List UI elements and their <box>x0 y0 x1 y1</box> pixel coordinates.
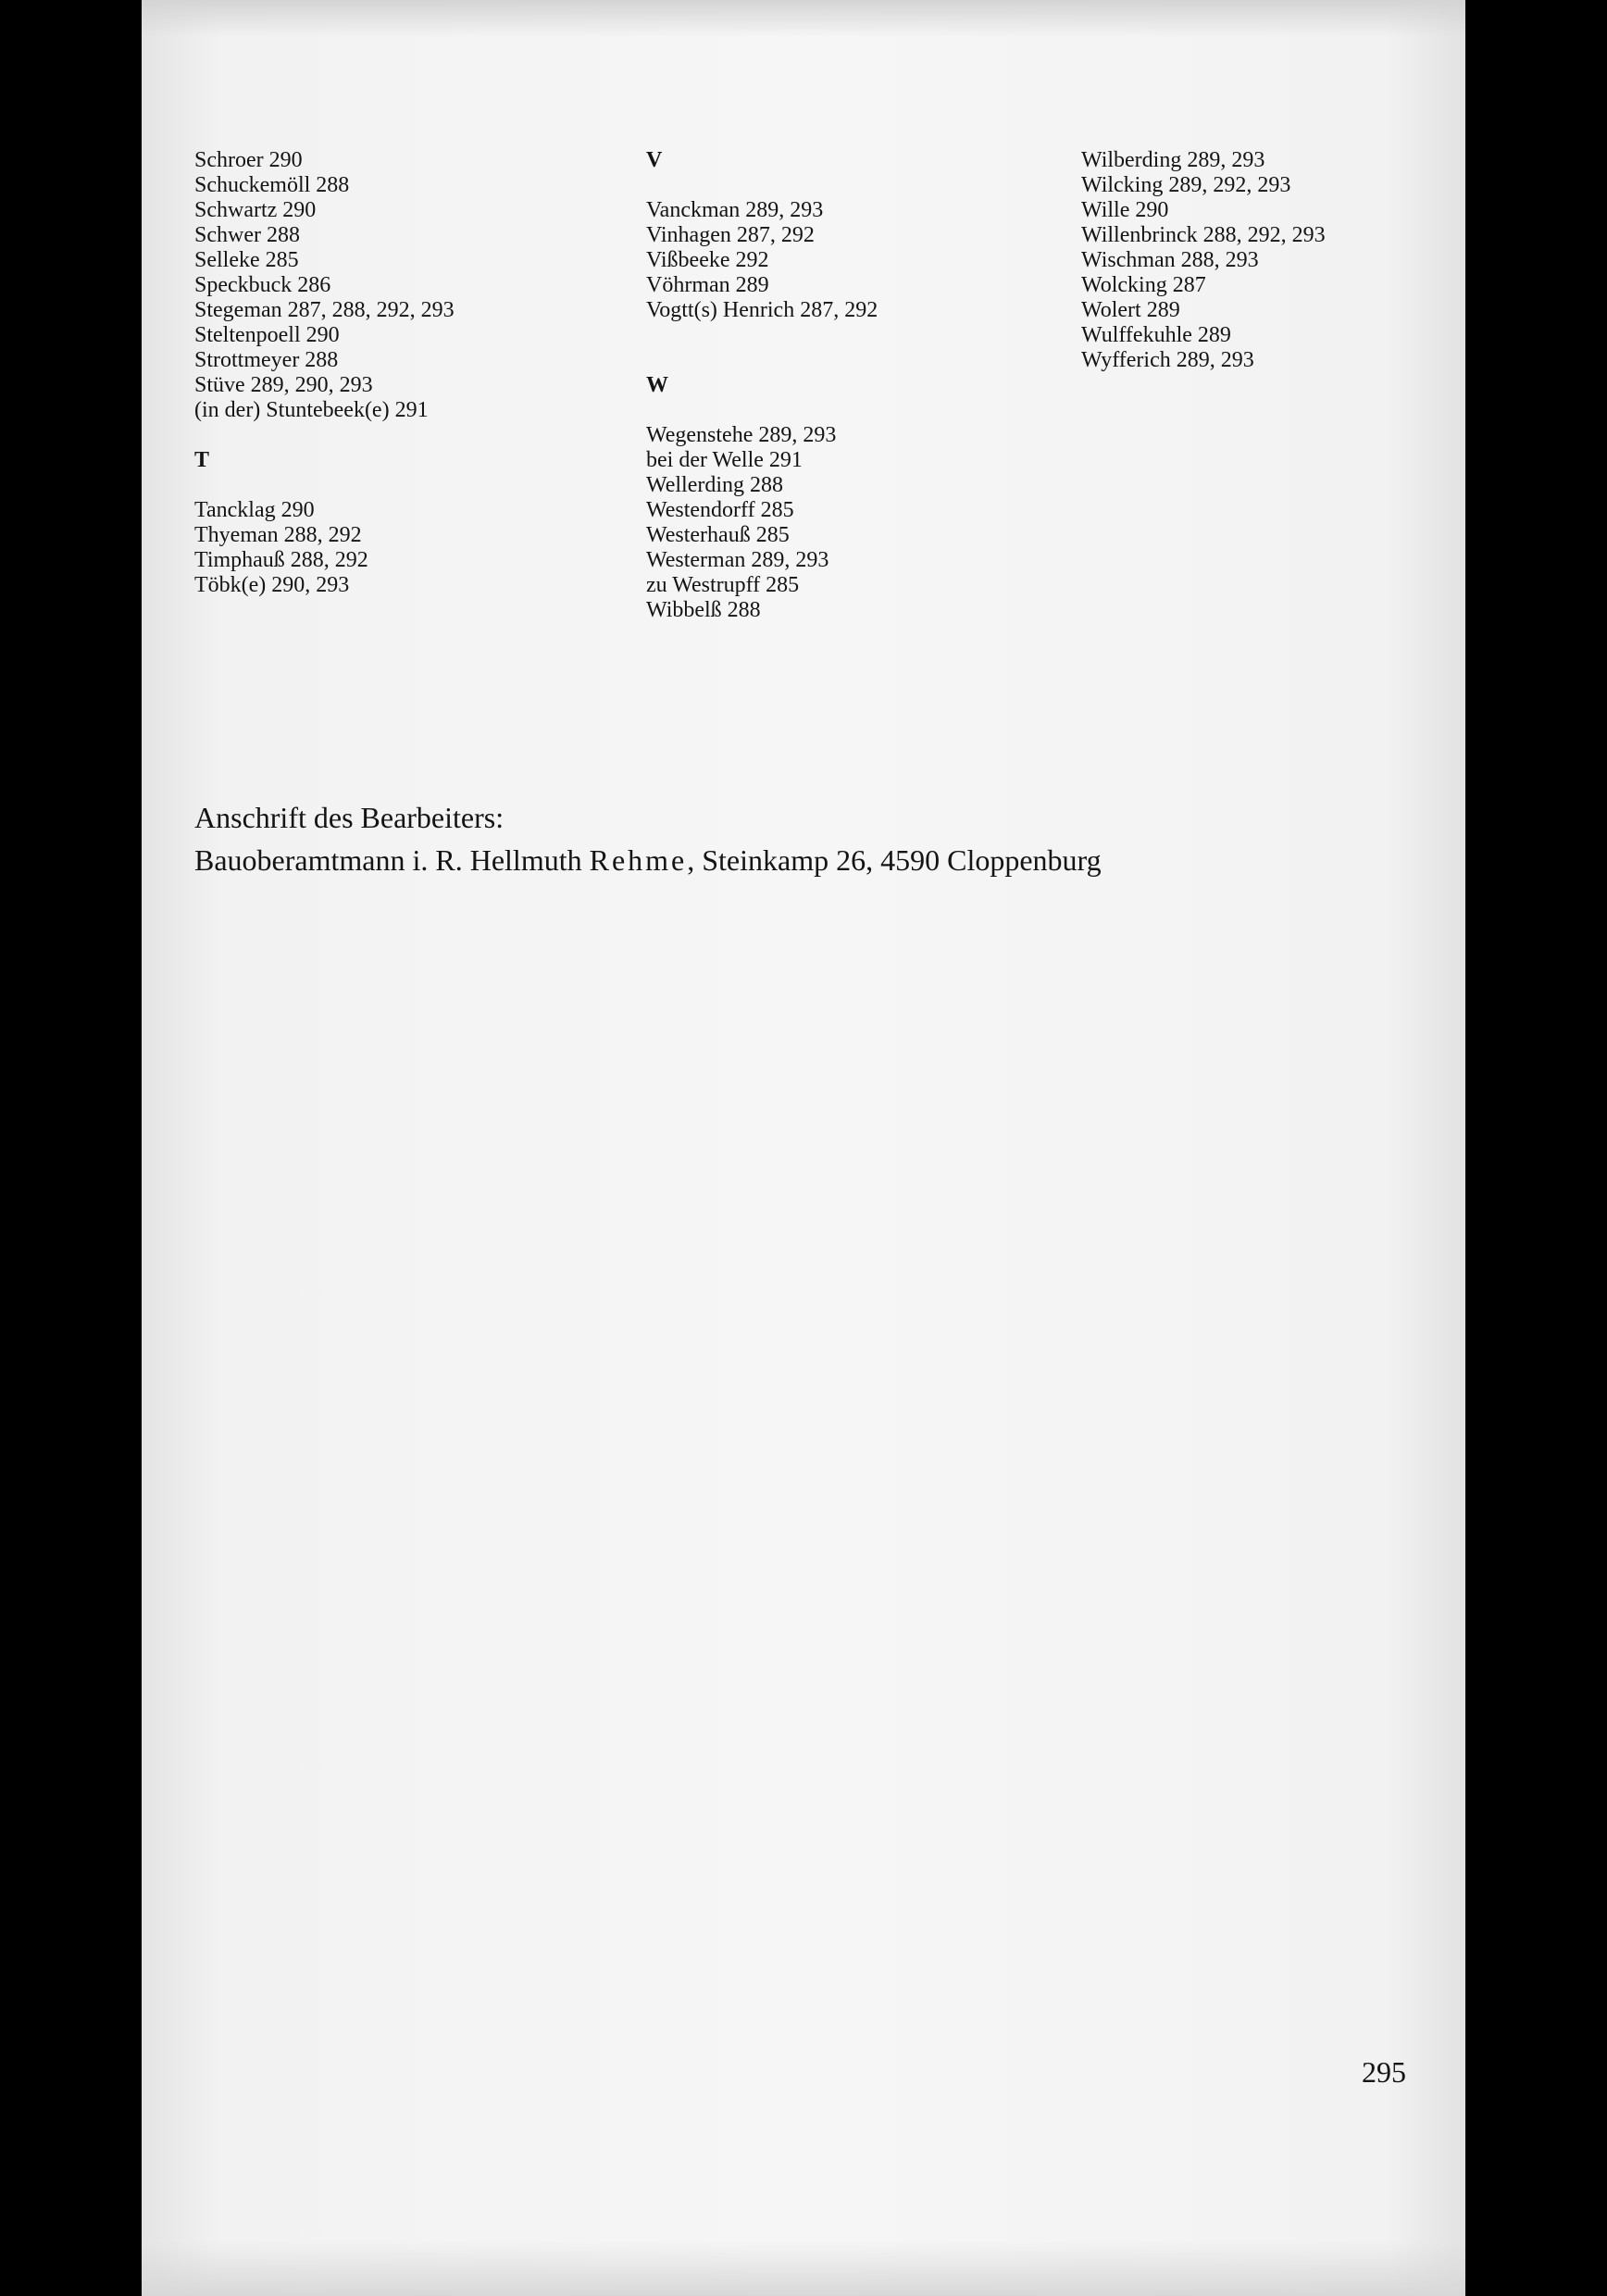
page-number: 295 <box>1362 2055 1406 2089</box>
index-entry: Schwer 288 <box>194 223 300 247</box>
index-entry: Schroer 290 <box>194 148 303 172</box>
index-entry: Wyfferich 289, 293 <box>1081 348 1254 372</box>
index-entry: Stüve 289, 290, 293 <box>194 373 373 397</box>
index-entry: Speckbuck 286 <box>194 273 331 297</box>
index-entry: Wolcking 287 <box>1081 273 1206 297</box>
index-entry: Schuckemöll 288 <box>194 173 350 197</box>
index-entry: Wischman 288, 293 <box>1081 248 1259 272</box>
index-entry: Vogtt(s) Henrich 287, 292 <box>646 298 878 322</box>
index-entry: Wilcking 289, 292, 293 <box>1081 173 1291 197</box>
index-entry: Steltenpoell 290 <box>194 323 340 347</box>
section-gap <box>646 398 1053 423</box>
index-entry: Wulffekuhle 289 <box>1081 323 1231 347</box>
section-gap <box>646 323 1053 373</box>
section-gap <box>646 173 1053 198</box>
index-entry: Vinhagen 287, 292 <box>646 223 815 247</box>
section-heading-w: W <box>646 373 668 397</box>
index-entry: Wibbelß 288 <box>646 598 761 622</box>
section-gap <box>194 473 620 498</box>
index-entry: Selleke 285 <box>194 248 299 272</box>
address-surname: Rehme <box>589 843 688 877</box>
index-entry: Wegenstehe 289, 293 <box>646 423 837 447</box>
address-suffix: , Steinkamp 26, 4590 Cloppenburg <box>687 843 1102 877</box>
index-entry: (in der) Stuntebeek(e) 291 <box>194 398 429 422</box>
index-entry: Vanckman 289, 293 <box>646 198 824 222</box>
index-entry: Westendorff 285 <box>646 498 794 522</box>
index-entry: Schwartz 290 <box>194 198 317 222</box>
page-top-shading <box>142 0 1465 37</box>
index-entry: Strottmeyer 288 <box>194 348 339 372</box>
index-entry: Wilberding 289, 293 <box>1081 148 1265 172</box>
index-entry: bei der Welle 291 <box>646 448 803 472</box>
index-column-1 <box>194 148 620 598</box>
address-line <box>194 839 1102 881</box>
index-entry: Wille 290 <box>1081 198 1169 222</box>
index-entry: Westerman 289, 293 <box>646 548 829 572</box>
section-gap <box>194 423 620 448</box>
index-entry: Vöhrman 289 <box>646 273 769 297</box>
address-prefix: Bauoberamtmann i. R. Hellmuth <box>194 843 590 877</box>
editor-address <box>194 796 1102 881</box>
index-column-3 <box>1081 148 1451 373</box>
index-entry: Töbk(e) 290, 293 <box>194 573 350 597</box>
section-heading-t: T <box>194 448 210 472</box>
index-entry: Thyeman 288, 292 <box>194 523 362 547</box>
index-entry: Wellerding 288 <box>646 473 784 497</box>
address-label: Anschrift des Bearbeiters: <box>194 801 505 834</box>
page-bottom-shading <box>142 2240 1465 2296</box>
index-entry: zu Westrupff 285 <box>646 573 800 597</box>
scanned-page <box>142 0 1465 2296</box>
index-entry: Tancklag 290 <box>194 498 315 522</box>
index-column-2 <box>646 148 1053 623</box>
index-entry: Wolert 289 <box>1081 298 1180 322</box>
section-heading-v: V <box>646 148 663 172</box>
index-entry: Stegeman 287, 288, 292, 293 <box>194 298 455 322</box>
index-entry: Timphauß 288, 292 <box>194 548 368 572</box>
index-entry: Vißbeeke 292 <box>646 248 769 272</box>
index-entry: Willenbrinck 288, 292, 293 <box>1081 223 1326 247</box>
index-entry: Westerhauß 285 <box>646 523 790 547</box>
